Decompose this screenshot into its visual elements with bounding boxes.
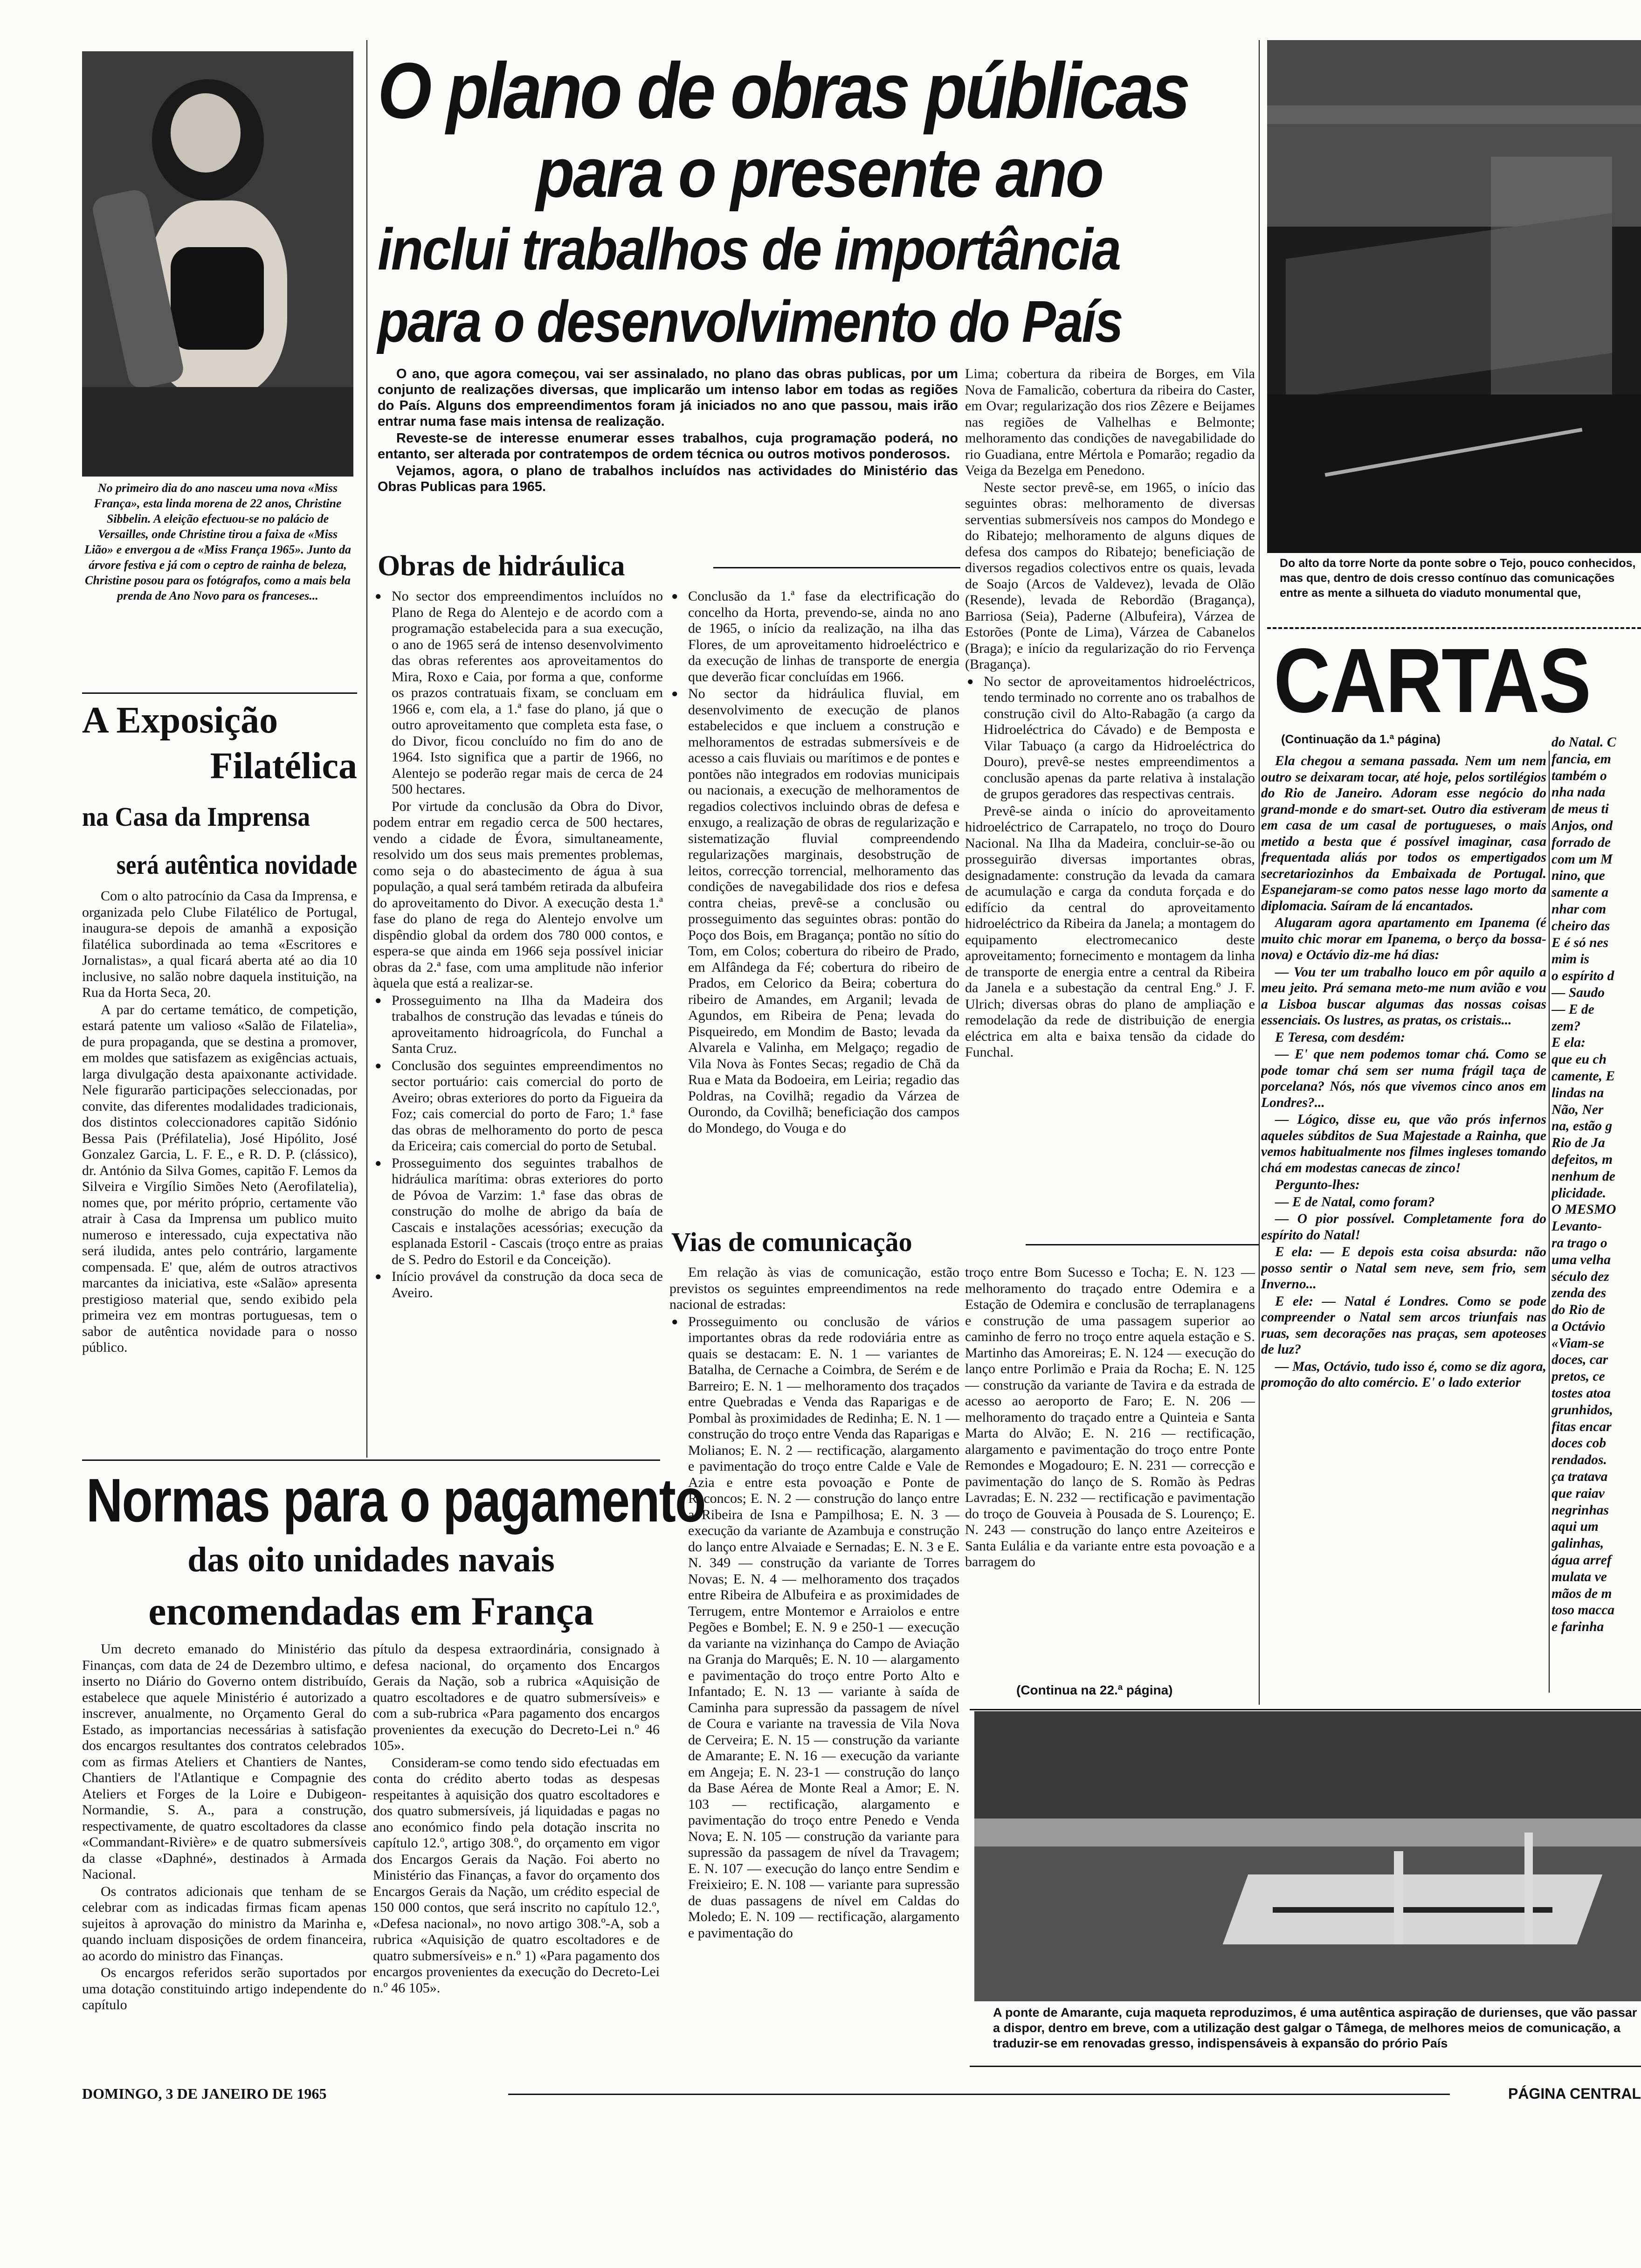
cartas-col2-line: plicidade. [1551,1185,1607,1201]
cartas-col2-line: camente, E [1551,1068,1615,1084]
cartas-col2-line: o espírito d [1551,968,1614,984]
normas-a-p2: Os contratos adicionais que tenham de se celebrar com as indicadas firmas ficam apenas sujeitos à aprovação do ministro da Marinha e, quando incluam disposições de ordem financeira, ao acordo do ministro das Finanças. [82,1883,366,1964]
cartas-col2-line: uma velha [1551,1252,1611,1267]
headline-line-4: para o desenvolvimento do País [378,289,1122,354]
normas-title-2: das oito unidades navais [187,1540,555,1579]
cartas-column-1 [1261,753,1546,1700]
cartas-p7: Pergunto-lhes: [1275,1177,1360,1192]
cartas-col2-line: do Natal. C [1551,735,1616,750]
obras-b-p1: ● Conclusão da 1.ª fase da electrificação do concelho da Horta, prevendo-se, ainda no ano de 1965, o início da realização, na ilha das Flores, de um aproveitamento hidroeléctrico e da execução de linhas de transporte de energia que deverão ficar concluídas em 1966. [669,588,959,685]
normas-b-p2: Consideram-se como tendo sido efectuadas em conta do crédito aberto todas as despesas respeitantes à aquisição dos quatro escoltadores e dos quatro submersíveis, já liquidadas e pagas no ano económico findo pela dotação inscrita no capítulo 12.º, artigo 308.º, do orçamento em vigor dos Encargos Gerais da Nação. Foi aberto no Ministério das Finanças, a favor do orçamento dos Encargos Gerais da Nação, um crédito especial de 150 000 contos, que será inscrito no capítulo 12.º, «Defesa nacional», no novo artigo 308.º-A, sob a rubrica «Aquisição de quatro escoltadores e de quatro submersíveis» e n.º 1) «Para pagamento dos encargos provenientes da execução do Decreto-Lei n.º 46 105». [373,1755,660,1996]
footer-page-label: PÁGINA CENTRAL [1508,2085,1641,2102]
cartas-col2-line: de meus ti [1551,802,1609,817]
obras-heading: Obras de hidráulica [378,550,625,582]
normas-b-p1: pítulo da despesa extraordinária, consignado à defesa nacional, do orçamento dos Encargos Gerais da Nação, sob a rubrica «Aquisição de quatro escoltadores e de quatro submersíveis» e com a sub-rubrica «Para pagamento dos encargos provenientes da execução do Decreto-Lei n.º 46 105». [373,1641,660,1753]
headline-line-1: O plano de obras públicas [378,47,1188,135]
headline-line-2: para o presente ano [536,133,1103,212]
cartas-col2-line: forrado de [1551,835,1611,850]
vias-column-c [965,1265,1255,1670]
obras-c-p4: Prevê-se ainda o início do aproveitamento hidroeléctrico de Carrapatelo, no troço do Douro Nacional. Na Ilha da Madeira, concluir-se-ão ou prosseguirão diversas importantes obras, designadamente: construção da levada da camara de acumulação e carga da conduta forçada e do edifício da central do aproveitamento hidroeléctrico da Ribeira da Janela; a montagem do equipamento electromecanico deste aproveitamento; fornecimento e montagem da linha de transporte de energia entre a central da Ribeira da Janela e a subestação da central Eng.º J. F. Ulrich; diversas obras do plano de ampliação e remodelação da rede de distribuição de energia eléctrica em alta e baixa tensão da cidade do Funchal. [965,803,1255,1060]
amarante-caption: A ponte de Amarante, cuja maqueta reproduzimos, é uma autêntica aspiração de durienses, que vão passar a dispor, dentro em breve, com a utilização dest galgar o Tâmega, de melhores meios de comunicação, a traduzir-se em renovadas gresso, indispensáveis à expansão do prório País [993,2005,1637,2050]
cartas-col2-line: nenhum de [1551,1169,1615,1184]
obras-b-p2: ● No sector da hidráulica fluvial, em desenvolvimento de execução de planos estabelecidos e que incluem a construção e melhoramentos de estradas submersíveis e de acesso a cais fluviais ou marítimos e de pontes e pontões não integrados em rodovias municipais ou nacionais, a execução de melhoramentos de regadios colectivos incluindo obras de defesa e enxugo, a realização de obras de regularização e sistematização fluvial compreendendo regularizações marginais, desobstrução de leitos, correcção torrencial, melhoramento das condições de navegabilidade dos rios e defesa contra cheias, prevê-se a conclusão ou prosseguimento das seguintes obras: pontão do Poço dos Bois, em Bragança; pontão no sítio do Tom, em Colos; cobertura do ribeiro de Prado, em Alfândega da Fé; cobertura do ribeiro de Prados, em Celorico da Beira; cobertura do ribeiro de Amandes, em Arganil; levada de Agundos, em Ribeira de Pena; levada do Pisqueiredo, em Mondim de Basto; levada da Alvarela e Valinha, em Melgaço; regadio de Vila Nova às Fontes Secas; regadio de Chã da Rua e Mata da Bodoeira, em Leiria; regadio das Poldras, na Covilhã; regadio da Várzea de Ourondo, da Covilhã; beneficiação dos campos do Mondego, do Vouga e do [669,686,959,1136]
vias-continua: (Continua na 22.ª página) [1016,1683,1173,1697]
cartas-subtitle: (Continuação da 1.ª página) [1281,732,1441,746]
cartas-col2-line: nino, que [1551,868,1605,884]
normas-column-b [373,1641,660,2119]
cartas-p3: — Vou ter um trabalho louco em pôr aquilo a meu jeito. Prá semana meto-me num avião e vou a Lisboa buscar algumas das nossas coisas essenciais. Os lustres, as pratas, os cristais... [1261,964,1546,1028]
vias-heading-rule [1026,1244,1259,1245]
vias-heading: Vias de comunicação [671,1227,912,1257]
lead-p1: O ano, que agora começou, vai ser assinalado, no plano das obras publicas, por um conjunto de realizações diversas, que implicarão um intenso labor em todas as regiões do País. Alguns dos empreendimentos foram já iniciados no ano que passou, mais irão entrar numa fase mais intensa de realização. [378,366,958,429]
cartas-col2-line: «Viam-se [1551,1335,1605,1351]
cartas-col2-line: E ela: [1551,1035,1586,1051]
cartas-col2-line: e farinha [1551,1619,1604,1635]
cartas-col2-line: que raiav [1551,1486,1605,1501]
obras-a-p3: ● Prosseguimento na Ilha da Madeira dos trabalhos de construção das levadas e túneis do aproveitamento hidroagrícola, do Funchal a Santa Cruz. [373,993,663,1057]
cartas-col2-line: também o [1551,768,1607,783]
exposicao-body [82,888,357,1452]
cartas-col2-line: pretos, ce [1551,1369,1605,1384]
obras-column-b [669,588,959,1219]
headline-line-3: inclui trabalhos de importância [378,216,1120,282]
cartas-col2-line: E é só nes [1551,935,1609,950]
cartas-col2-line: — Saudo [1551,985,1605,1000]
cartas-col2-line: do Rio de [1551,1302,1605,1318]
cartas-col2-line: nhar com [1551,901,1607,917]
vias-column-b [669,1265,959,2099]
cartas-col2-line: rendados. [1551,1452,1607,1468]
exposicao-p1: Com o alto patrocínio da Casa da Imprensa, e organizada pelo Clube Filatélico de Portugal, inaugura-se depois de amanhã a exposição filatélica subordinada ao tema «Escritores e Jornalistas», a qual ficará aberta até ao dia 10 inclusive, no salão nobre daquela instituição, na Rua da Horta Seca, 20. [82,888,357,1000]
cartas-p1: Ela chegou a semana passada. Nem um nem outro se deixaram tocar, até hoje, pelos sortilégios do Rio de Janeiro. Adoram esse negócio do grand-monde e do smart-set. Outro dia estiveram em casa de um casal de portugueses, o mais metido a besta que é possível imaginar, casa frequentada aliás por todos os empertigados secretariozinhos da Embaixada de Portugal. Espanejaram-se como patos nesse lago morto da diplomacia. Saíram de lá encantados. [1261,754,1546,913]
cartas-column-2 [1551,734,1641,1695]
cartas-col2-line: mãos de m [1551,1586,1612,1601]
normas-column-a [82,1641,366,2119]
vias-c-p1: troço entre Bom Sucesso e Tocha; E. N. 123 — melhoramento do traçado entre Odemira e a Estação de Odemira e conclusão de terraplanagens e construção de uma passagem superior ao caminho de ferro no troço entre aquela estação e S. Martinho das Amoreiras; E. N. 124 — execução do lanço entre Porlimão e Praia da Rocha; E. N. 125 — construção da variante de Tavira e da estrada de acesso ao aeroporto de Faro; E. N. 206 — melhoramento do traçado entre a Quinteia e Santa Marta do Alvão; E. N. 216 — rectificação, alargamento e pavimentação do troço entre Ponte Remondes e Mogadouro; E. N. 231 — correcção e pavimentação do lanço de S. Romão às Pedras Lavradas; E. N. 232 — rectificação e pavimentação do troço de Gouveia à Pousada de S. Lourenço; E. N. 243 — construção do lanço entre Azeiteiros e Santa Eulália e da variante entre esta povoação e a barragem do [965,1265,1255,1570]
lead-p2: Reveste-se de interesse enumerar esses trabalhos, cuja programação poderá, no entanto, ser alterada por contratempos de ordem técnica ou outros motivos ponderosos. [378,431,958,462]
normas-title-3: encomendadas em França [148,1589,594,1633]
obras-c-p1: Lima; cobertura da ribeira de Borges, em Vila Nova de Famalicão, cobertura da ribeira do Caster, em Ovar; regularização dos rios Zêzere e Beijames nas regiões de Valhelhas e Belmonte; melhoramento das condições de navegabilidade do rio Guadiana, entre Mértola e Pomarão; regadio da Veiga da Bezelga em Penedono. [965,366,1255,478]
normas-a-p1: Um decreto emanado do Ministério das Finanças, com data de 24 de Dezembro ultimo, e inserto no Diário do Governo ontem distribuído, estabelece que aquele Ministério é autorizado a inscrever, anualmente, no Orçamento Geral do Estado, as importancias necessárias à satisfação dos encargos resultantes dos contratos celebrados com as firmas Ateliers et Chantiers de Nantes, Chantiers de l'Atlantique e Compagnie des Ateliers et Forges de la Loire e Dubigeon-Normandie, S. A., para a construção, respectivamente, de quatro escoltadores da classe «Commandant-Rivière» e de quatro submersíveis da classe «Daphné», destinados à Armada Nacional. [82,1641,366,1882]
cartas-col2-line: Levanto- [1551,1219,1602,1234]
cartas-p2: Alugaram agora apartamento em Ipanema (é muito chic morar em Ipanema, o berço da bossa-nova) e Octávio diz-me há dias: [1261,915,1546,962]
exposicao-p2: A par do certame temático, de competição, estará patente um valioso «Salão de Filatelia», de pura propaganda, que se destina a promover, em moldes que satisfazem as exigências actuais, larga divulgação desta apaixonante actividade. Nele figurarão participações seleccionadas, por convite, das diferentes modalidades tradicionais, dos distintos coleccionadores capitão Sidónio Bessa Pais (Préfilatelia), José Hipólito, José Gonzalez Garcia, L. F. E., e R. D. P. (clássico), dr. António da Silva Gomes, capitão F. Lemos da Silveira e Virgílio Simões Neto (Aerofilatelia), nomes que, por mérito próprio, certamente vão atrair à Casa da Imprensa um publico muito numeroso e interessado, cuja expectativa não será iludida, antes pelo contrário, largamente compensada. E' que, além de outros atractivos marcantes da iniciativa, este «Salão» apresenta prestigioso material que, sendo exibido pela primeira vez em montras portuguesas, tem o sabor de autêntica novidade para o nosso público. [82,1002,357,1355]
cartas-col2-line: fancia, em [1551,751,1611,767]
cartas-col2-line: doces cob [1551,1436,1607,1451]
cartas-col2-line: século dez [1551,1269,1609,1284]
obras-c-p2: Neste sector prevê-se, em 1965, o início das seguintes obras: melhoramento de diversas serventias submersíveis nos campos do Mondego e do Ribatejo; melhoramento de alguns diques de defesa dos campos do Ribatejo; beneficiação de diversos regadios colectivos entre os quais, levada de Soajo (Arcos de Valdevez), levada de Olão (Resende), levada de Rebordão (Bragança), Barriosa (Seia), Paderne (Albufeira), Várzea de Estorões (Ponte de Lima), Várzea de Cabanelos (Braga); e início da regularização do rio Fervença (Bragança). [965,479,1255,672]
obras-a-p6: ● Início provável da construção da doca seca de Aveiro. [373,1269,663,1301]
obras-column-c [965,366,1255,1219]
cartas-col2-line: Anjos, ond [1551,818,1613,833]
lead-paragraph [378,366,958,548]
cartas-col2-line: cheiro das [1551,918,1610,933]
cartas-col2-line: defeitos, m [1551,1152,1613,1167]
cartas-col2-line: nha nada [1551,785,1606,800]
obras-a-p1: ● No sector dos empreendimentos incluídos no Plano de Rega do Alentejo e de acordo com a programação estabelecida para a sua execução, o ano de 1965 será de intenso desenvolvimento das obras referentes aos aproveitamentos do Mira, Roxo e Caia, por forma a que, conforme os prazos contratuais fixam, se concluam em 1966 e, com ela, a 1.ª fase do plano, já que o outro aproveitamento que completa esta fase, o do Divor, ficou concluído no fim do ano de 1964. Isto significa que a partir de 1966, no Alentejo se poderão regar mais de cerca de 24 500 hectares. [373,588,663,798]
exposicao-title-1: A Exposição [82,700,278,741]
cartas-p6: — Lógico, disse eu, que vão prós infernos aqueles súbditos de Sua Majestade a Rainha, que vemos habitualmente nos filmes ingleses tomando chá em modestas canecas de zinco! [1261,1112,1546,1175]
cartas-col2-line: Rio de Ja [1551,1135,1605,1151]
obras-a-p4: ● Conclusão dos seguintes empreendimentos no sector portuário: cais comercial do porto de Aveiro; obras exteriores do porto da Figueira da Foz; cais comercial do porto de Faro; 1.ª fase das obras de melhoramento do porto de pesca da Ericeira; cais comercial do porto de Setubal. [373,1058,663,1155]
cartas-col2-line: O MESMO [1551,1202,1616,1217]
column-rule-mid [1259,40,1260,1705]
cartas-col2-line: zem? [1551,1018,1581,1034]
obras-a-p2: Por virtude da conclusão da Obra do Divor, podem entrar em regadio cerca de 500 hectares, vendo a cidade de Évora, simultaneamente, resolvido um dos seus mais prementes problemas, como seja o do abastecimento de água à sua população, a qual será também retirada da albufeira do aproveitamento do Divor. A execução desta 1.ª fase do plano de rega do Alentejo envolve um dispêndio global da ordem dos 780 000 contos, e espera-se que ainda em 1966 seja possível iniciar obras da 2.ª fase, com uma amplitude não inferior àquela que está a realizar-se. [373,798,663,991]
cartas-col2-line: aqui um [1551,1519,1599,1535]
cartas-col2-line: ça tratava [1551,1469,1608,1485]
tejo-bridge-caption: Do alto da torre Norte da ponte sobre o Tejo, pouco conhecidos, mas que, dentro de dois cresso contínuo das comunicações entre as mente a silhueta do viaduto monumental que, [1280,557,1636,600]
miss-france-photo [82,51,353,477]
cartas-p9: — O pior possível. Completamente fora do espírito do Natal! [1261,1211,1546,1243]
cartas-col2-line: na, estão g [1551,1119,1613,1134]
cartas-col2-line: mulata ve [1551,1569,1607,1584]
obras-column-a [373,588,663,1474]
cartas-col2-line: que eu ch [1551,1052,1607,1067]
cartas-col2-line: a Octávio [1551,1319,1606,1334]
footer-date: DOMINGO, 3 DE JANEIRO DE 1965 [82,2085,327,2102]
footer-rule [508,2094,1450,2095]
exposicao-top-rule [82,692,357,694]
cartas-col2-line: grunhidos, [1551,1402,1613,1418]
cartas-col2-line: galinhas, [1551,1536,1604,1551]
exposicao-title-2: Filatélica [210,746,357,787]
cartas-col2-line: zenda des [1551,1286,1607,1301]
cartas-column-divider [1549,751,1550,1693]
column-rule-left [366,40,367,1458]
cartas-p12: — Mas, Octávio, tudo isso é, como se diz agora, promoção do alto comércio. E' o lado exterior [1261,1359,1546,1390]
cartas-title: CARTAS [1274,629,1591,732]
cartas-col2-line: Não, Ner [1551,1102,1604,1117]
cartas-col2-line: ra trago o [1551,1235,1607,1251]
cartas-column-2-lines [1551,734,1641,1636]
tejo-caption-rule [1267,627,1641,629]
cartas-col2-line: água arref [1551,1553,1612,1568]
cartas-col2-line: doces, car [1551,1352,1608,1368]
normas-title-1: Normas para o pagamento [86,1466,705,1535]
cartas-p4: E Teresa, com desdém: [1275,1030,1406,1045]
obras-heading-rule [713,567,960,568]
tejo-bridge-photo [1267,40,1641,553]
obras-a-p5: ● Prosseguimento dos seguintes trabalhos de hidráulica marítima: obras exteriores do porto de Póvoa de Varzim: 1.ª fase das obras de construção do molhe de abrigo da baía de Cascais e instalações acessórias; execução da esplanada Estoril - Cascais (troço entre as praias de S. Pedro do Estoril e da Conceição). [373,1155,663,1268]
vias-b-p1: Em relação às vias de comunicação, estão previstos os seguintes empreendimentos na rede nacional de estradas: [669,1265,959,1312]
lead-p3: Vejamos, agora, o plano de trabalhos incluídos nas actividades do Ministério das Obras Publicas para 1965. [378,463,958,494]
cartas-col2-line: samente a [1551,885,1609,900]
obras-c-p3: ● No sector de aproveitamentos hidroeléctricos, tendo terminado no corrente ano os trabalhos de construção civil do Alto-Rabagão (a cargo da Hidroeléctrica do Cávado) e de Bemposta e Vilar Tabuaço (a cargo da Hidroeléctrica do Douro), prevê-se nestes empreendimentos a conclusão apenas da parte relativa à instalação de grupos geradores das respectivas centrais. [965,674,1255,802]
amarante-top-rule [970,1709,1641,1710]
cartas-col2-line: lindas na [1551,1085,1604,1100]
vias-b-p2: ● Prosseguimento ou conclusão de vários importantes obras da rede rodoviária entre as quais se destacam: E. N. 1 — variantes de Batalha, de Cernache a Coimbra, de Serém e de Barreiro; E. N. 1 — melhoramento dos traçados entre Quebradas e Venda das Raparigas e de Pombal às proximidades de Redinha; E. N. 1 — construção do troço entre Venda das Raparigas e Molianos; E. N. 2 — rectificação, alargamento e pavimentação do troço entre Calde e Vale de Azia e entre esta povoação e Ponte de Reconcos; E. N. 2 — construção do lanço entre a Ribeira de Isna e Pampilhosa; E. N. 3 — execução da variante de Azambuja e construção do lanço entre Alvaiade e Sernadas; E. N. 3 e E. N. 349 — construção da variante de Torres Novas; E. N. 4 — melhoramento dos traçados entre Ribeira de Albufeira e as proximidades de Terrugem, entre Montemor e Arraiolos e entre Pegões e Bombel; E. N. 9 e 250-1 — execução da variante na vizinhança do Campo de Aviação na Granja do Marquês; E. N. 10 — alargamento e pavimentação do troço entre Porto Alto e Infantado; E. N. 13 — variante à saída de Caminha para supressão da passagem de nível de Coura e variante na travessia de Vila Nova de Cerveira; E. N. 15 — construção da variante de Amarante; E. N. 16 — execução da variante em Angeja; E. N. 23-1 — construção do lanço da Base Aérea de Monte Real a Amor; E. N. 103 — rectificação, alargamento e pavimentação do troço entre Penedo e Venda Nova; E. N. 105 — construção da variante para supressão da passagem de nível da Travagem; E. N. 107 — execução do lanço entre Sendim e Freixieiro; E. N. 108 — variante para supressão de duas passagens de nível em Caldas do Moledo; E. N. 109 — rectificação, alargamento e pavimentação do [669,1314,959,1942]
cartas-col2-line: toso macca [1551,1603,1615,1618]
cartas-p10: E ela: — E depois esta coisa absurda: não posso sentir o Natal sem neve, sem frio, sem Inverno... [1261,1245,1546,1292]
cartas-col2-line: — E de [1551,1002,1594,1017]
cartas-col2-line: fitas encar [1551,1419,1612,1434]
cartas-p11: E ele: — Natal é Londres. Como se pode compreender o Natal sem arcos triunfais nas ruas, sem decorações nas praças, sem apoteoses de luz? [1261,1293,1546,1357]
cartas-p5: — E' que nem podemos tomar chá. Como se pode tomar chá sem ser numa frágil taça de porcelana? Nós, nós que vivemos cinco anos em Londres?... [1261,1047,1546,1110]
cartas-col2-line: mim is [1551,952,1590,967]
cartas-col2-line: tostes atoa [1551,1386,1611,1401]
cartas-p8: — E de Natal, como foram? [1275,1194,1435,1210]
cartas-col2-line: negrinhas [1551,1502,1609,1518]
normas-top-rule [82,1459,660,1461]
exposicao-title-4: será autêntica novidade [116,850,357,880]
exposicao-title-3: na Casa da Imprensa [82,802,310,832]
cartas-col2-line: com um M [1551,851,1613,867]
amarante-bottom-rule [970,2066,1641,2067]
normas-a-p3: Os encargos referidos serão suportados por uma dotação constituindo artigo independente do capítulo [82,1965,366,2012]
amarante-bridge-photo [974,1711,1641,2001]
miss-france-caption: No primeiro dia do ano nasceu uma nova «Miss França», esta linda morena de 22 anos, Christine Sibbelin. A eleição efectuou-se no palácio de Versailles, onde Christine tirou a faixa de «Miss Lião» e envergou a de «Miss França 1965». Junto da árvore festiva e já com o ceptro de rainha de beleza, Christine posou para os fotógrafos, como a mais bela prenda de Ano Novo para os franceses... [84,481,352,602]
